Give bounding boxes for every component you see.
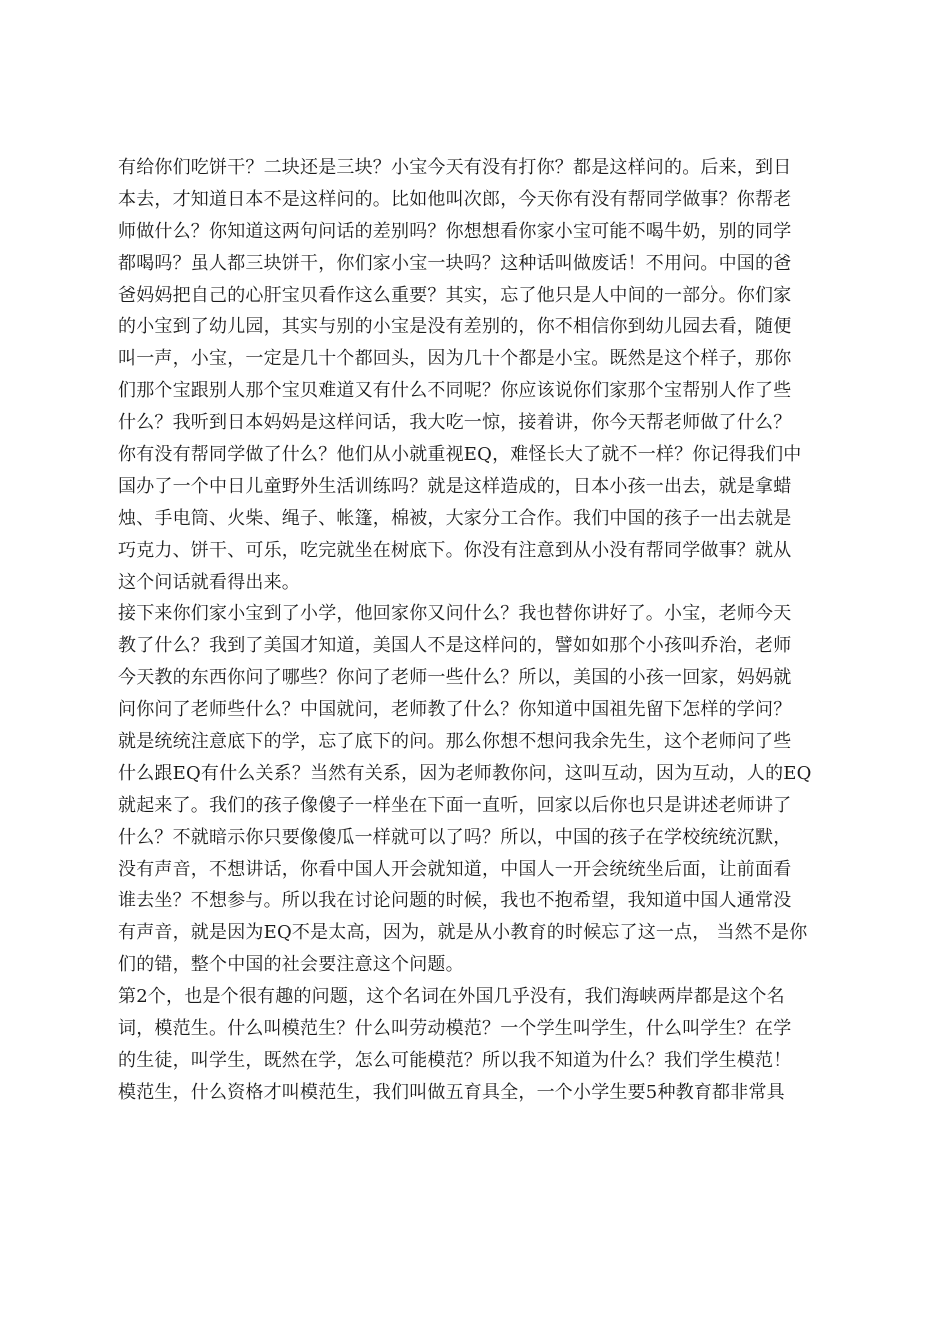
text-line: 师做什么？你知道这两句问话的差别吗？你想想看你家小宝可能不喝牛奶，别的同学 [118,220,792,242]
text-line: 什么跟EQ有什么关系？当然有关系，因为老师教你问，这叫互动，因为互动，人的EQ [118,762,812,784]
text-line: 有声音，就是因为EQ不是太高，因为，就是从小教育的时候忘了这一点， 当然不是你 [118,922,808,944]
text-line: 什么？不就暗示你只要像傻瓜一样就可以了吗？所以，中国的孩子在学校统统沉默， [118,826,792,848]
text-line: 教了什么？我到了美国才知道，美国人不是这样问的，譬如如那个小孩叫乔治，老师 [118,635,792,657]
text-line: 的小宝到了幼儿园，其实与别的小宝是没有差别的，你不相信你到幼儿园去看，随便 [118,316,792,338]
text-line: 们那个宝跟别人那个宝贝难道又有什么不同呢？你应该说你们家那个宝帮别人作了些 [118,380,792,402]
text-line: 接下来你们家小宝到了小学，他回家你又问什么？我也替你讲好了。小宝，老师今天 [118,603,792,625]
text-line: 问你问了老师些什么？中国就问，老师教了什么？你知道中国祖先留下怎样的学问？ [118,699,792,721]
text-line: 今天教的东西你问了哪些？你问了老师一些什么？所以，美国的小孩一回家，妈妈就 [118,667,792,689]
text-line: 谁去坐？不想参与。所以我在讨论问题的时候，我也不抱希望，我知道中国人通常没 [118,890,792,912]
text-line: 都喝吗？虽人都三块饼干，你们家小宝一块吗？这种话叫做废话！不用问。中国的爸 [118,252,792,274]
text-line: 的生徒，叫学生，既然在学，怎么可能模范？所以我不知道为什么？我们学生模范！ [118,1049,792,1071]
text-line: 模范生，什么资格才叫模范生，我们叫做五育具全，一个小学生要5种教育都非常具 [118,1081,785,1103]
text-line: 就是统统注意底下的学，忘了底下的问。那么你想不想问我余先生，这个老师问了些 [118,731,792,753]
text-line: 国办了一个中日儿童野外生活训练吗？就是这样造成的，日本小孩一出去，就是拿蜡 [118,475,792,497]
text-line: 什么？我听到日本妈妈是这样问话，我大吃一惊，接着讲，你今天帮老师做了什么？ [118,412,792,434]
body-text [118,152,832,1109]
text-line: 叫一声，小宝，一定是几十个都回头，因为几十个都是小宝。既然是这个样子，那你 [118,348,792,370]
text-line: 没有声音，不想讲话，你看中国人开会就知道，中国人一开会统统坐后面，让前面看 [118,858,792,880]
text-line: 本去，才知道日本不是这样问的。比如他叫次郎，今天你有没有帮同学做事？你帮老 [118,188,792,210]
text-line: 你有没有帮同学做了什么？他们从小就重视EQ，难怪长大了就不一样？你记得我们中 [118,444,802,466]
text-line: 这个问话就看得出来。 [118,571,300,593]
text-line: 们的错，整个中国的社会要注意这个问题。 [118,954,464,976]
text-line: 词，模范生。什么叫模范生？什么叫劳动模范？一个学生叫学生，什么叫学生？在学 [118,1018,792,1040]
text-line: 有给你们吃饼干？二块还是三块？小宝今天有没有打你？都是这样问的。后来，到日 [118,157,792,178]
text-line: 巧克力、饼干、可乐，吃完就坐在树底下。你没有注意到从小没有帮同学做事？就从 [118,539,792,561]
text-line: 烛、手电筒、火柴、绳子、帐篷，棉被，大家分工合作。我们中国的孩子一出去就是 [118,507,792,529]
text-line: 第2个，也是个很有趣的问题，这个名词在外国几乎没有，我们海峡两岸都是这个名 [118,986,785,1008]
text-line: 就起来了。我们的孩子像傻子一样坐在下面一直听，回家以后你也只是讲述老师讲了 [118,794,792,816]
text-line: 爸妈妈把自己的心肝宝贝看作这么重要？其实，忘了他只是人中间的一部分。你们家 [118,284,792,306]
